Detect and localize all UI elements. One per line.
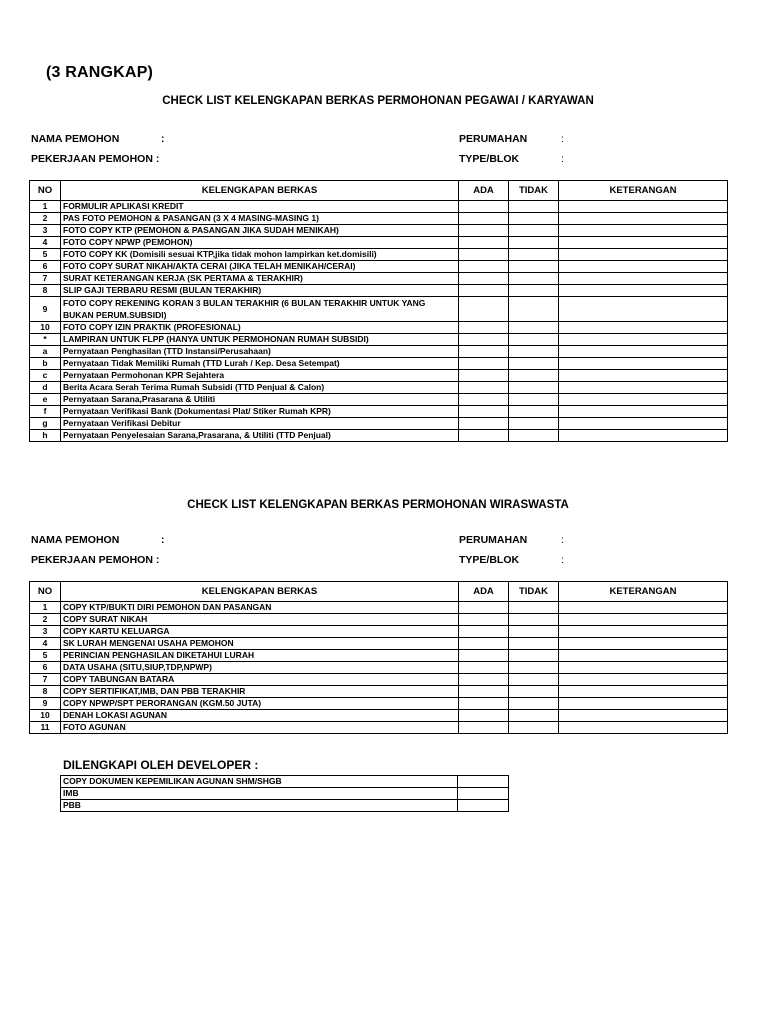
row-no: 11 [30,722,61,734]
keterangan-cell[interactable] [559,297,728,322]
keterangan-cell[interactable] [559,201,728,213]
row-no: 10 [30,710,61,722]
developer-title: DILENGKAPI OLEH DEVELOPER : [63,758,259,772]
ada-cell[interactable] [459,662,509,674]
col-header-kelengkapan: KELENGKAPAN BERKAS [61,181,459,201]
rangkap-label: (3 RANGKAP) [46,64,154,81]
table-row [30,686,728,698]
table-row [30,698,728,710]
keterangan-cell[interactable] [559,418,728,430]
row-no: f [30,406,61,418]
tidak-cell[interactable] [509,406,559,418]
developer-check-cell[interactable] [458,788,509,800]
table-row [30,638,728,650]
table-row [30,602,728,614]
pekerjaan-pemohon-label-1: PEKERJAAN PEMOHON : [31,153,160,165]
ada-cell[interactable] [459,722,509,734]
row-no: 4 [30,237,61,249]
row-item: LAMPIRAN UNTUK FLPP (HANYA UNTUK PERMOHONAN RUMAH SUBSIDI) [61,334,459,346]
perumahan-colon-2: : [561,534,564,546]
ada-cell[interactable] [459,370,509,382]
row-item: DENAH LOKASI AGUNAN [61,710,459,722]
tidak-cell[interactable] [509,710,559,722]
row-item: FOTO COPY KTP (PEMOHON & PASANGAN JIKA SUDAH MENIKAH) [61,225,459,237]
keterangan-cell[interactable] [559,614,728,626]
ada-cell[interactable] [459,297,509,322]
tidak-cell[interactable] [509,346,559,358]
row-item: COPY SURAT NIKAH [61,614,459,626]
table-header-row [30,181,728,201]
tidak-cell[interactable] [509,614,559,626]
developer-check-cell[interactable] [458,800,509,812]
nama-pemohon-label-2: NAMA PEMOHON [31,534,120,546]
row-no: e [30,394,61,406]
tidak-cell[interactable] [509,201,559,213]
keterangan-cell[interactable] [559,650,728,662]
tidak-cell[interactable] [509,394,559,406]
col-header-tidak: TIDAK [509,582,559,602]
row-no: 1 [30,602,61,614]
keterangan-cell[interactable] [559,710,728,722]
keterangan-cell[interactable] [559,358,728,370]
row-no: c [30,370,61,382]
keterangan-cell[interactable] [559,722,728,734]
developer-check-cell[interactable] [458,776,509,788]
tidak-cell[interactable] [509,382,559,394]
row-no: 4 [30,638,61,650]
row-item: SLIP GAJI TERBARU RESMI (BULAN TERAKHIR) [61,285,459,297]
col-header-kelengkapan: KELENGKAPAN BERKAS [61,582,459,602]
row-item: COPY NPWP/SPT PERORANGAN (KGM.50 JUTA) [61,698,459,710]
tidak-cell[interactable] [509,722,559,734]
tidak-cell[interactable] [509,674,559,686]
row-item: FOTO COPY IZIN PRAKTIK (PROFESIONAL) [61,322,459,334]
row-item: Pernyataan Verifikasi Debitur [61,418,459,430]
keterangan-cell[interactable] [559,346,728,358]
row-item: PERINCIAN PENGHASILAN DIKETAHUI LURAH [61,650,459,662]
table-row [30,430,728,442]
row-item: Pernyataan Verifikasi Bank (Dokumentasi Plat/ Stiker Rumah KPR) [61,406,459,418]
ada-cell[interactable] [459,249,509,261]
tidak-cell[interactable] [509,249,559,261]
tidak-cell[interactable] [509,261,559,273]
developer-row [61,776,509,788]
row-item: Pernyataan Penghasilan (TTD Instansi/Perusahaan) [61,346,459,358]
keterangan-cell[interactable] [559,213,728,225]
table-row [30,297,728,322]
section1-title: CHECK LIST KELENGKAPAN BERKAS PERMOHONAN PEGAWAI / KARYAWAN [162,95,594,107]
col-header-keterangan: KETERANGAN [559,181,728,201]
keterangan-cell[interactable] [559,686,728,698]
table-row [30,722,728,734]
row-item: Pernyataan Sarana,Prasarana & Utiliti [61,394,459,406]
row-no: 2 [30,614,61,626]
ada-cell[interactable] [459,334,509,346]
row-item: COPY KTP/BUKTI DIRI PEMOHON DAN PASANGAN [61,602,459,614]
developer-row [61,788,509,800]
table-row [30,418,728,430]
type-blok-label-2: TYPE/BLOK [459,554,520,566]
tidak-cell[interactable] [509,297,559,322]
nama-pemohon-colon-1: : [161,133,165,145]
tidak-cell[interactable] [509,650,559,662]
row-no: 5 [30,650,61,662]
developer-row [61,800,509,812]
row-no: b [30,358,61,370]
table-row [30,201,728,213]
row-no: h [30,430,61,442]
tidak-cell[interactable] [509,334,559,346]
row-no: 10 [30,322,61,334]
tidak-cell[interactable] [509,698,559,710]
table-row [30,273,728,285]
row-no: 8 [30,285,61,297]
table-row [30,334,728,346]
table-header-row [30,582,728,602]
row-no: g [30,418,61,430]
row-item: COPY TABUNGAN BATARA [61,674,459,686]
keterangan-cell[interactable] [559,249,728,261]
row-item: PAS FOTO PEMOHON & PASANGAN (3 X 4 MASING-MASING 1) [61,213,459,225]
table-row [30,662,728,674]
tidak-cell[interactable] [509,662,559,674]
row-no: 8 [30,686,61,698]
row-item: SK LURAH MENGENAI USAHA PEMOHON [61,638,459,650]
ada-cell[interactable] [459,322,509,334]
col-header-keterangan: KETERANGAN [559,582,728,602]
keterangan-cell[interactable] [559,662,728,674]
tidak-cell[interactable] [509,322,559,334]
table-row [30,614,728,626]
row-no: 3 [30,225,61,237]
nama-pemohon-label-1: NAMA PEMOHON [31,133,120,145]
keterangan-cell[interactable] [559,602,728,614]
ada-cell[interactable] [459,225,509,237]
ada-cell[interactable] [459,201,509,213]
keterangan-cell[interactable] [559,430,728,442]
row-no: d [30,382,61,394]
table-row [30,213,728,225]
tidak-cell[interactable] [509,273,559,285]
ada-cell[interactable] [459,698,509,710]
table-row [30,406,728,418]
developer-item: PBB [61,800,458,812]
col-header-tidak: TIDAK [509,181,559,201]
col-header-ada: ADA [459,181,509,201]
row-item: FOTO COPY REKENING KORAN 3 BULAN TERAKHIR (6 BULAN TERAKHIR UNTUK YANG BUKAN PERUM.SUBSIDI) [61,297,459,322]
ada-cell[interactable] [459,686,509,698]
perumahan-label-1: PERUMAHAN [459,133,528,145]
type-blok-colon-1: : [561,153,564,165]
ada-cell[interactable] [459,638,509,650]
pekerjaan-pemohon-label-2: PEKERJAAN PEMOHON : [31,554,160,566]
ada-cell[interactable] [459,261,509,273]
keterangan-cell[interactable] [559,406,728,418]
table-row [30,394,728,406]
keterangan-cell[interactable] [559,638,728,650]
tidak-cell[interactable] [509,638,559,650]
tidak-cell[interactable] [509,237,559,249]
nama-pemohon-colon-2: : [161,534,165,546]
row-no: * [30,334,61,346]
row-item: FOTO COPY KK (Domisili sesuai KTP,jika tidak mohon lampirkan ket.domisili) [61,249,459,261]
row-no: 6 [30,662,61,674]
table-row [30,249,728,261]
table-row [30,370,728,382]
ada-cell[interactable] [459,614,509,626]
row-no: a [30,346,61,358]
keterangan-cell[interactable] [559,674,728,686]
section2-title: CHECK LIST KELENGKAPAN BERKAS PERMOHONAN WIRASWASTA [187,499,569,511]
table-row [30,285,728,297]
keterangan-cell[interactable] [559,273,728,285]
row-item: FORMULIR APLIKASI KREDIT [61,201,459,213]
ada-cell[interactable] [459,430,509,442]
row-no: 7 [30,273,61,285]
row-no: 9 [30,297,61,322]
type-blok-label-1: TYPE/BLOK [459,153,520,165]
ada-cell[interactable] [459,285,509,297]
table-row [30,358,728,370]
keterangan-cell[interactable] [559,382,728,394]
row-no: 2 [30,213,61,225]
tidak-cell[interactable] [509,430,559,442]
row-item: Pernyataan Penyelesaian Sarana,Prasarana, & Utiliti (TTD Penjual) [61,430,459,442]
tidak-cell[interactable] [509,602,559,614]
developer-item: COPY DOKUMEN KEPEMILIKAN AGUNAN SHM/SHGB [61,776,458,788]
keterangan-cell[interactable] [559,626,728,638]
ada-cell[interactable] [459,358,509,370]
keterangan-cell[interactable] [559,394,728,406]
developer-item: IMB [61,788,458,800]
tidak-cell[interactable] [509,213,559,225]
ada-cell[interactable] [459,346,509,358]
ada-cell[interactable] [459,650,509,662]
row-item: COPY SERTIFIKAT,IMB, DAN PBB TERAKHIR [61,686,459,698]
col-header-no: NO [30,181,61,201]
tidak-cell[interactable] [509,418,559,430]
keterangan-cell[interactable] [559,225,728,237]
developer-table [60,775,509,812]
ada-cell[interactable] [459,674,509,686]
keterangan-cell[interactable] [559,370,728,382]
row-no: 9 [30,698,61,710]
row-item: FOTO COPY SURAT NIKAH/AKTA CERAI (JIKA TELAH MENIKAH/CERAI) [61,261,459,273]
keterangan-cell[interactable] [559,322,728,334]
row-item: Pernyataan Permohonan KPR Sejahtera [61,370,459,382]
ada-cell[interactable] [459,710,509,722]
table-row [30,650,728,662]
tidak-cell[interactable] [509,626,559,638]
table-row [30,346,728,358]
tidak-cell[interactable] [509,370,559,382]
ada-cell[interactable] [459,406,509,418]
ada-cell[interactable] [459,382,509,394]
row-no: 6 [30,261,61,273]
keterangan-cell[interactable] [559,285,728,297]
row-item: FOTO COPY NPWP (PEMOHON) [61,237,459,249]
checklist-table-wiraswasta [29,581,728,734]
ada-cell[interactable] [459,394,509,406]
row-item: Pernyataan Tidak Memiliki Rumah (TTD Lurah / Kep. Desa Setempat) [61,358,459,370]
checklist-table-karyawan [29,180,728,442]
col-header-no: NO [30,582,61,602]
keterangan-cell[interactable] [559,698,728,710]
table-row [30,626,728,638]
tidak-cell[interactable] [509,686,559,698]
table-row [30,261,728,273]
table-row [30,382,728,394]
table-row [30,225,728,237]
row-item: COPY KARTU KELUARGA [61,626,459,638]
ada-cell[interactable] [459,418,509,430]
keterangan-cell[interactable] [559,334,728,346]
row-no: 3 [30,626,61,638]
table-row [30,322,728,334]
row-no: 7 [30,674,61,686]
ada-cell[interactable] [459,626,509,638]
type-blok-colon-2: : [561,554,564,566]
row-no: 1 [30,201,61,213]
keterangan-cell[interactable] [559,261,728,273]
table-row [30,674,728,686]
ada-cell[interactable] [459,273,509,285]
ada-cell[interactable] [459,213,509,225]
perumahan-label-2: PERUMAHAN [459,534,528,546]
col-header-ada: ADA [459,582,509,602]
ada-cell[interactable] [459,237,509,249]
ada-cell[interactable] [459,602,509,614]
row-no: 5 [30,249,61,261]
row-item: SURAT KETERANGAN KERJA (SK PERTAMA & TERAKHIR) [61,273,459,285]
table-row [30,237,728,249]
tidak-cell[interactable] [509,285,559,297]
row-item: Berita Acara Serah Terima Rumah Subsidi (TTD Penjual & Calon) [61,382,459,394]
row-item: DATA USAHA (SITU,SIUP,TDP,NPWP) [61,662,459,674]
perumahan-colon-1: : [561,133,564,145]
keterangan-cell[interactable] [559,237,728,249]
table-row [30,710,728,722]
row-item: FOTO AGUNAN [61,722,459,734]
tidak-cell[interactable] [509,225,559,237]
tidak-cell[interactable] [509,358,559,370]
